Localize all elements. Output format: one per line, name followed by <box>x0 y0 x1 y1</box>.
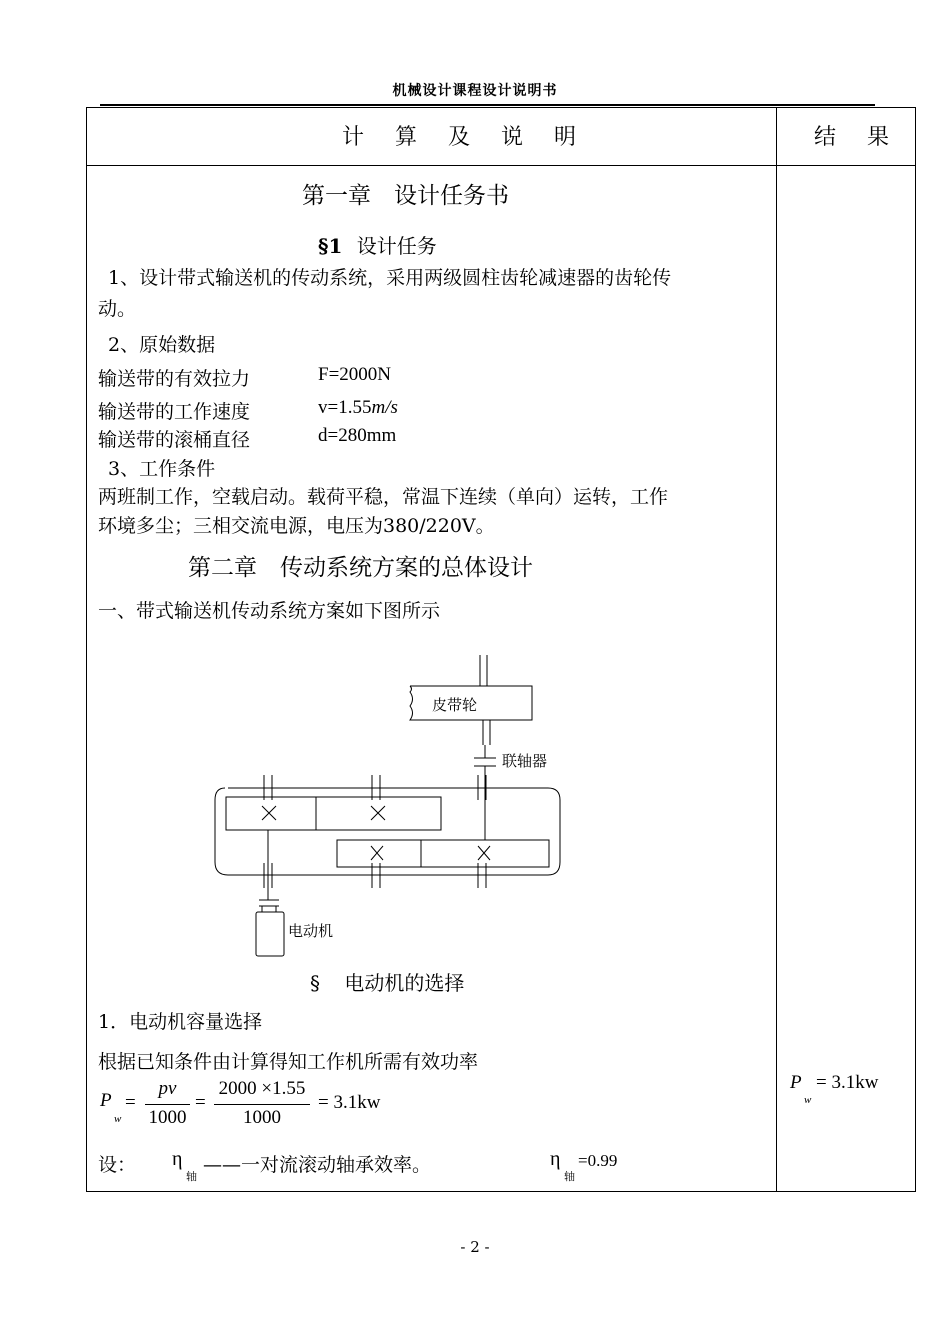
document-header: 机械设计课程设计说明书 <box>392 83 558 99</box>
eta-value: =0.99 <box>578 1151 618 1170</box>
formula-eq1: = <box>125 1092 136 1113</box>
data-value-speed: v=1.55m/s <box>318 397 398 418</box>
scheme-intro: 一、带式输送机传动系统方案如下图所示 <box>98 600 441 622</box>
formula-eq2: = <box>195 1092 206 1113</box>
data-value-diameter: d=280mm <box>318 425 397 446</box>
section-motor-selection: § 电动机的选择 <box>310 971 465 995</box>
eta-label: 设： <box>98 1154 137 1176</box>
data-value-force: F=2000N <box>318 364 392 385</box>
formula-frac1-line <box>145 1104 190 1105</box>
subsection-motor-capacity: 1．电动机容量选择 <box>98 1011 263 1033</box>
page-number: - 2 - <box>460 1238 490 1256</box>
section1-title: 设计任务 <box>356 234 437 258</box>
formula-frac2-den: 1000 <box>243 1107 281 1128</box>
eta-subscript: 轴 <box>186 1170 197 1183</box>
result-P-sub: w <box>804 1094 812 1106</box>
chapter1-title: 第一章 设计任务书 <box>302 183 509 209</box>
formula-lhs: P <box>100 1090 112 1111</box>
formula-frac1-num: pv <box>158 1078 177 1099</box>
conditions-line2: 环境多尘；三相交流电源，电压为380/220V。 <box>98 515 495 537</box>
speed-unit: m/s <box>371 397 398 418</box>
column-header-result: 结 果 <box>814 125 901 150</box>
eta-description: ——一对流滚动轴承效率。 <box>203 1154 432 1176</box>
task-item2: 2、原始数据 <box>108 334 216 356</box>
chapter2-title: 第二章 传动系统方案的总体设计 <box>188 555 533 581</box>
eta-subscript-2: 轴 <box>564 1170 575 1183</box>
power-paragraph: 根据已知条件由计算得知工作机所需有效功率 <box>98 1051 479 1073</box>
data-label-force: 输送带的有效拉力 <box>98 368 251 390</box>
eta-symbol-2: η <box>550 1148 561 1170</box>
task-item1-line1: 1、设计带式输送机的传动系统，采用两级圆柱齿轮减速器的齿轮传 <box>108 267 672 289</box>
formula-frac2-line <box>214 1104 310 1105</box>
task-item1-line2: 动。 <box>98 298 137 320</box>
result-P: P <box>790 1072 802 1093</box>
data-label-speed: 输送带的工作速度 <box>98 401 251 423</box>
data-label-diameter: 输送带的滚桶直径 <box>98 429 251 451</box>
formula-frac1-den: 1000 <box>148 1107 187 1128</box>
section1-number: §1 <box>318 234 343 258</box>
conditions-line1: 两班制工作，空载启动。载荷平稳，常温下连续（单向）运转，工作 <box>98 486 669 508</box>
formula-lhs-sub: w <box>114 1113 122 1125</box>
formula-result: = 3.1kw <box>318 1092 381 1113</box>
label-coupling: 联轴器 <box>502 752 548 770</box>
column-header-calculation: 计 算 及 说 明 <box>342 125 588 150</box>
label-motor: 电动机 <box>288 922 334 940</box>
task-item3: 3、工作条件 <box>108 458 216 480</box>
motor-shape <box>256 912 284 956</box>
eta-symbol: η <box>172 1148 183 1170</box>
result-value: = 3.1kw <box>816 1072 879 1093</box>
label-belt-pulley: 皮带轮 <box>432 696 478 714</box>
formula-frac2-num: 2000 ×1.55 <box>218 1078 306 1099</box>
